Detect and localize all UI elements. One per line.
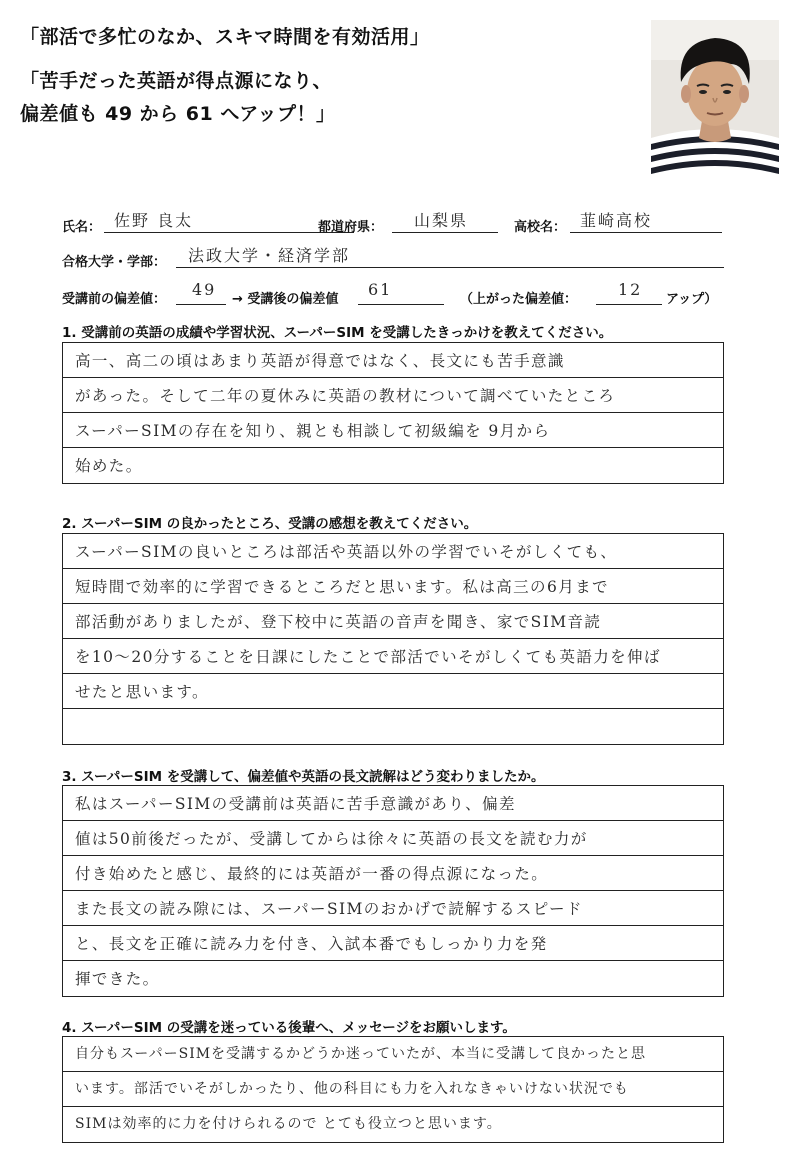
answer-line — [63, 1072, 723, 1107]
before-score-label: 受講前の偏差値： — [62, 292, 167, 307]
answer-text: 揮できた。 — [75, 970, 160, 988]
profile-row-1 — [62, 210, 724, 234]
score-up-suffix: アップ） — [666, 292, 718, 307]
school-value: 韮崎高校 — [580, 211, 653, 230]
question-4-title: 4. スーパーSIM の受講を迷っている後輩へ、メッセージをお願いします。 — [62, 1020, 516, 1036]
answer-line — [63, 926, 723, 961]
answer-text: また長文の読み隙には、スーパーSIMのおかげで読解するスピード — [75, 900, 583, 918]
answer-text: 自分もスーパーSIMを受講するかどうか迷っていたが、本当に受講して良かったと思 — [75, 1046, 647, 1062]
headline-main-1: 「苦手だった英語が得点源になり、 — [20, 70, 333, 92]
answer-line — [63, 786, 723, 821]
answer-text: 部活動がありましたが、登下校中に英語の音声を聞き、家でSIM音読 — [75, 613, 602, 631]
answer-line — [63, 604, 723, 639]
question-4-answer-box — [62, 1036, 724, 1143]
answer-line — [63, 534, 723, 569]
answer-line — [63, 891, 723, 926]
before-score-field — [176, 282, 226, 305]
prefecture-label: 都道府県： — [318, 220, 384, 235]
before-score-value: 49 — [192, 280, 217, 299]
answer-line — [63, 343, 723, 378]
answer-line — [63, 1037, 723, 1072]
answer-line — [63, 709, 723, 744]
name-label: 氏名： — [62, 220, 102, 235]
answer-text: います。部活でいそがしかったり、他の科目にも力を入れなきゃいけない状況でも — [75, 1081, 629, 1097]
university-value: 法政大学・経済学部 — [188, 246, 351, 265]
answer-text: 値は50前後だったが、受講してからは徐々に英語の長文を読む力が — [75, 830, 588, 848]
prefecture-value: 山梨県 — [414, 211, 469, 230]
question-1-answer-box — [62, 342, 724, 484]
answer-text: せたと思います。 — [75, 683, 209, 701]
headline-main-2: 偏差値も 49 から 61 へアップ！」 — [20, 103, 336, 125]
student-portrait-image — [651, 20, 779, 177]
score-up-value: 12 — [618, 280, 643, 299]
score-up-label: （上がった偏差値： — [460, 292, 578, 307]
question-3-answer-box — [62, 785, 724, 997]
answer-text: 高一、高二の頃はあまり英語が得意ではなく、長文にも苦手意識 — [75, 352, 565, 370]
after-score-label: → 受講後の偏差値 — [232, 292, 339, 307]
answer-line — [63, 856, 723, 891]
answer-line — [63, 413, 723, 448]
university-label: 合格大学・学部： — [62, 255, 167, 270]
answer-text: スーパーSIMの良いところは部活や英語以外の学習でいそがしくても、 — [75, 543, 618, 561]
answer-line — [63, 378, 723, 413]
answer-text: 私はスーパーSIMの受講前は英語に苦手意識があり、偏差 — [75, 795, 516, 813]
answer-line — [63, 569, 723, 604]
answer-line — [63, 639, 723, 674]
university-field — [176, 245, 724, 268]
question-2-answer-box — [62, 533, 724, 745]
after-score-value: 61 — [368, 280, 393, 299]
profile-row-2 — [62, 245, 724, 269]
answer-line — [63, 821, 723, 856]
answer-text: を10～20分することを日課にしたことで部活でいそがしくても英語力を伸ば — [75, 648, 661, 666]
profile-row-3 — [62, 282, 724, 306]
answer-text: スーパーSIMの存在を知り、親とも相談して初級編を 9月から — [75, 422, 551, 440]
answer-text: があった。そして二年の夏休みに英語の教材について調べていたところ — [75, 387, 616, 405]
prefecture-field — [392, 210, 498, 233]
answer-line — [63, 961, 723, 996]
answer-text: と、長文を正確に読み力を付き、入試本番でもしっかり力を発 — [75, 935, 548, 953]
student-photo — [651, 20, 779, 177]
score-up-field — [596, 282, 662, 305]
answer-text: SIMは効率的に力を付けられるので とても役立つと思います。 — [75, 1116, 502, 1132]
name-value: 佐野 良太 — [114, 211, 194, 230]
school-field — [570, 210, 722, 233]
question-1-title: 1. 受講前の英語の成績や学習状況、スーパーSIM を受講したきっかけを教えてください。 — [62, 325, 613, 341]
answer-line — [63, 1107, 723, 1142]
school-label: 高校名： — [514, 220, 567, 235]
after-score-field — [358, 282, 444, 305]
answer-text: 始めた。 — [75, 457, 143, 475]
name-field — [104, 210, 354, 233]
answer-text: 付き始めたと感じ、最終的には英語が一番の得点源になった。 — [75, 865, 549, 883]
question-2-title: 2. スーパーSIM の良かったところ、受講の感想を教えてください。 — [62, 516, 478, 532]
answer-line — [63, 448, 723, 483]
question-3-title: 3. スーパーSIM を受講して、偏差値や英語の長文読解はどう変わりましたか。 — [62, 769, 545, 785]
answer-text: 短時間で効率的に学習できるところだと思います。私は高三の6月まで — [75, 578, 609, 596]
answer-line — [63, 674, 723, 709]
headline-catchphrase: 「部活で多忙のなか、スキマ時間を有効活用」 — [20, 26, 430, 48]
